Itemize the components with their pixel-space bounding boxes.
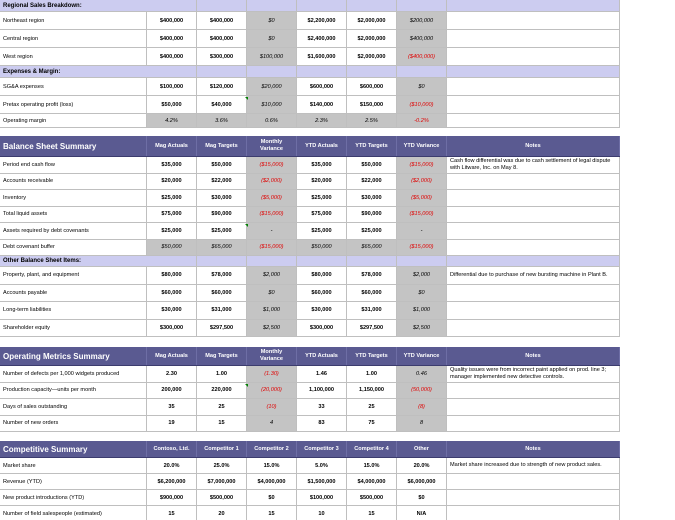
- operating-title[interactable]: Operating Metrics Summary: [0, 347, 147, 365]
- value-cell[interactable]: $60,000: [147, 285, 197, 302]
- variance-cell[interactable]: ($15,000): [397, 157, 447, 173]
- value-cell[interactable]: 35: [147, 399, 197, 415]
- value-cell[interactable]: 2.30: [147, 366, 197, 382]
- row-label[interactable]: SG&A expenses: [0, 78, 147, 95]
- notes-cell[interactable]: [447, 399, 620, 415]
- balance-row: [0, 174, 620, 191]
- expenses-row: [0, 96, 620, 114]
- value-cell[interactable]: $400,000: [197, 30, 247, 47]
- value-cell[interactable]: $25,000: [147, 190, 197, 206]
- value-cell[interactable]: $60,000: [197, 285, 247, 302]
- expenses-section-title[interactable]: Expenses & Margin:: [3, 68, 61, 75]
- value-cell[interactable]: $50,000: [147, 240, 197, 256]
- row-label[interactable]: Revenue (YTD): [0, 474, 147, 489]
- column-header[interactable]: Competitor 3: [297, 441, 347, 457]
- value-cell[interactable]: $2,000,000: [347, 12, 397, 29]
- value-cell[interactable]: 25.0%: [197, 458, 247, 473]
- variance-cell[interactable]: ($2,000): [397, 174, 447, 190]
- notes-cell[interactable]: [447, 207, 620, 223]
- column-header[interactable]: Competitor 2: [247, 441, 297, 457]
- empty-cell[interactable]: [447, 66, 620, 77]
- value-cell[interactable]: $297,500: [347, 320, 397, 337]
- value-cell[interactable]: $25,000: [297, 190, 347, 206]
- value-cell[interactable]: $65,000: [197, 240, 247, 256]
- value-cell[interactable]: $78,000: [197, 267, 247, 284]
- value-cell[interactable]: 33: [297, 399, 347, 415]
- column-header[interactable]: YTD Variance: [397, 136, 447, 156]
- value-cell[interactable]: 4.2%: [147, 114, 197, 127]
- competitive-row: [0, 490, 620, 506]
- other_balance-row: [0, 285, 620, 303]
- variance-cell[interactable]: 0.6%: [247, 114, 297, 127]
- comment-indicator: [245, 224, 248, 227]
- column-header[interactable]: Monthly Variance: [247, 136, 297, 156]
- value-cell[interactable]: $120,000: [197, 78, 247, 95]
- value-cell[interactable]: $80,000: [147, 267, 197, 284]
- row-label[interactable]: Pretax operating profit (loss): [0, 96, 147, 113]
- variance-cell[interactable]: -: [247, 223, 297, 239]
- value-cell[interactable]: $1,500,000: [297, 474, 347, 489]
- value-cell[interactable]: $90,000: [197, 207, 247, 223]
- value-cell[interactable]: $400,000: [147, 12, 197, 29]
- other_balance-row: [0, 267, 620, 285]
- column-header[interactable]: Monthly Variance: [247, 347, 297, 365]
- value-cell[interactable]: 15: [147, 506, 197, 520]
- notes-cell[interactable]: [447, 285, 620, 302]
- value-cell[interactable]: $2,000,000: [347, 48, 397, 65]
- value-cell[interactable]: $500,000: [347, 490, 397, 505]
- value-cell[interactable]: $35,000: [297, 157, 347, 173]
- variance-cell[interactable]: ($5,000): [397, 190, 447, 206]
- value-cell[interactable]: $150,000: [347, 96, 397, 113]
- variance-cell[interactable]: (20,000): [247, 383, 297, 399]
- value-cell[interactable]: 25: [347, 399, 397, 415]
- row-label[interactable]: Production capacity—units per month: [0, 383, 147, 399]
- comment-indicator: [245, 97, 248, 100]
- competitive-row: [0, 506, 620, 520]
- regional-section-title[interactable]: Regional Sales Breakdown:: [3, 2, 82, 9]
- variance-cell[interactable]: $1,000: [247, 302, 297, 319]
- variance-cell[interactable]: -: [397, 223, 447, 239]
- notes-cell[interactable]: [447, 506, 620, 520]
- other_balance-row: [0, 302, 620, 320]
- operating-row: [0, 366, 620, 383]
- variance-cell[interactable]: (50,000): [397, 383, 447, 399]
- notes-cell[interactable]: [447, 30, 620, 47]
- value-cell[interactable]: $50,000: [347, 157, 397, 173]
- variance-cell[interactable]: $10,000: [247, 96, 297, 113]
- empty-cell[interactable]: [147, 256, 197, 266]
- row-label[interactable]: West region: [0, 48, 147, 65]
- value-cell[interactable]: $80,000: [297, 267, 347, 284]
- notes-cell[interactable]: Quality issues were from incorrect paint applied on prod. line 3; manager implemented new detective controls.: [447, 366, 620, 382]
- value-cell[interactable]: 15: [347, 506, 397, 520]
- competitive-title[interactable]: Competitive Summary: [0, 441, 147, 457]
- value-cell[interactable]: $600,000: [297, 78, 347, 95]
- variance-cell[interactable]: (10): [247, 399, 297, 415]
- value-cell[interactable]: $4,000,000: [347, 474, 397, 489]
- variance-cell[interactable]: 0.46: [397, 366, 447, 382]
- regional-row: [0, 48, 620, 66]
- value-cell[interactable]: $35,000: [147, 157, 197, 173]
- value-cell[interactable]: 15.0%: [347, 458, 397, 473]
- value-cell[interactable]: $100,000: [297, 490, 347, 505]
- value-cell[interactable]: $50,000: [197, 157, 247, 173]
- value-cell[interactable]: $2,000,000: [347, 30, 397, 47]
- value-cell[interactable]: $75,000: [147, 207, 197, 223]
- value-cell[interactable]: $400,000: [147, 30, 197, 47]
- value-cell[interactable]: N/A: [397, 506, 447, 520]
- balance-row: [0, 240, 620, 257]
- row-label[interactable]: Number of field salespeople (estimated): [0, 506, 147, 520]
- variance-cell[interactable]: $2,500: [247, 320, 297, 337]
- notes-cell[interactable]: [447, 174, 620, 190]
- notes-cell[interactable]: [447, 383, 620, 399]
- value-cell[interactable]: $22,000: [347, 174, 397, 190]
- value-cell[interactable]: 15.0%: [247, 458, 297, 473]
- other-balance-section: [0, 256, 620, 267]
- notes-cell[interactable]: Differential due to purchase of new bursting machine in Plant B.: [447, 267, 620, 284]
- variance-cell[interactable]: $200,000: [397, 12, 447, 29]
- other-balance-section-title[interactable]: Other Balance Sheet Items:: [3, 258, 82, 264]
- value-cell[interactable]: $90,000: [347, 207, 397, 223]
- value-cell[interactable]: $600,000: [347, 78, 397, 95]
- empty-cell[interactable]: [397, 66, 447, 77]
- empty-cell[interactable]: [297, 256, 347, 266]
- column-header[interactable]: Competitor 1: [197, 441, 247, 457]
- value-cell[interactable]: $7,000,000: [197, 474, 247, 489]
- row-label[interactable]: Shareholder equity: [0, 320, 147, 337]
- expenses-section: [0, 66, 620, 78]
- empty-cell[interactable]: [297, 66, 347, 77]
- empty-cell[interactable]: [147, 66, 197, 77]
- column-header[interactable]: Other: [397, 441, 447, 457]
- value-cell[interactable]: $31,000: [197, 302, 247, 319]
- value-cell[interactable]: $400,000: [197, 12, 247, 29]
- row-label[interactable]: Debt covenant buffer: [0, 240, 147, 256]
- other_balance-row: [0, 320, 620, 338]
- variance-cell[interactable]: $0: [247, 12, 297, 29]
- variance-cell[interactable]: ($15,000): [397, 240, 447, 256]
- value-cell[interactable]: $25,000: [297, 223, 347, 239]
- notes-cell[interactable]: [447, 416, 620, 432]
- value-cell[interactable]: $60,000: [347, 285, 397, 302]
- value-cell[interactable]: $25,000: [147, 223, 197, 239]
- variance-cell[interactable]: $400,000: [397, 30, 447, 47]
- variance-cell[interactable]: 8: [397, 416, 447, 432]
- notes-cell[interactable]: [447, 302, 620, 319]
- column-header[interactable]: YTD Actuals: [297, 347, 347, 365]
- variance-cell[interactable]: (8): [397, 399, 447, 415]
- variance-cell[interactable]: $0: [247, 30, 297, 47]
- notes-cell[interactable]: [447, 490, 620, 505]
- row-label[interactable]: Property, plant, and equipment: [0, 267, 147, 284]
- competitive-row: [0, 458, 620, 474]
- value-cell[interactable]: $50,000: [297, 240, 347, 256]
- value-cell[interactable]: $100,000: [147, 78, 197, 95]
- variance-cell[interactable]: $0: [397, 78, 447, 95]
- variance-cell[interactable]: $2,000: [397, 267, 447, 284]
- row-label[interactable]: Accounts receivable: [0, 174, 147, 190]
- variance-cell[interactable]: $20,000: [247, 78, 297, 95]
- empty-cell[interactable]: [347, 256, 397, 266]
- value-cell[interactable]: 10: [297, 506, 347, 520]
- variance-cell[interactable]: 4: [247, 416, 297, 432]
- value-cell[interactable]: $50,000: [147, 96, 197, 113]
- value-cell[interactable]: 20.0%: [147, 458, 197, 473]
- value-cell[interactable]: $2,400,000: [297, 30, 347, 47]
- value-cell[interactable]: 2.5%: [347, 114, 397, 127]
- row-label[interactable]: Days of sales outstanding: [0, 399, 147, 415]
- notes-cell[interactable]: [447, 474, 620, 489]
- competitive-row: [0, 474, 620, 490]
- row-label[interactable]: New product introductions (YTD): [0, 490, 147, 505]
- value-cell[interactable]: $400,000: [147, 48, 197, 65]
- notes-cell[interactable]: [447, 190, 620, 206]
- value-cell[interactable]: 1.00: [347, 366, 397, 382]
- value-cell[interactable]: 5.0%: [297, 458, 347, 473]
- empty-cell[interactable]: [247, 256, 297, 266]
- variance-cell[interactable]: ($400,000): [397, 48, 447, 65]
- comment-indicator: [245, 384, 248, 387]
- value-cell[interactable]: $0: [397, 490, 447, 505]
- competitive-header: [0, 441, 620, 458]
- value-cell[interactable]: $30,000: [147, 302, 197, 319]
- row-label[interactable]: Total liquid assets: [0, 207, 147, 223]
- value-cell[interactable]: $900,000: [147, 490, 197, 505]
- column-header[interactable]: YTD Targets: [347, 347, 397, 365]
- value-cell[interactable]: $78,000: [347, 267, 397, 284]
- variance-cell[interactable]: ($5,000): [247, 190, 297, 206]
- regional-section: [0, 0, 620, 12]
- column-header[interactable]: YTD Actuals: [297, 136, 347, 156]
- variance-cell[interactable]: $0: [397, 285, 447, 302]
- value-cell[interactable]: $30,000: [347, 190, 397, 206]
- notes-cell[interactable]: [447, 96, 620, 113]
- value-cell[interactable]: 3.6%: [197, 114, 247, 127]
- variance-cell[interactable]: $0: [247, 285, 297, 302]
- variance-cell[interactable]: $100,000: [247, 48, 297, 65]
- notes-cell[interactable]: [447, 48, 620, 65]
- empty-cell[interactable]: [247, 66, 297, 77]
- expenses-row: [0, 78, 620, 96]
- value-cell[interactable]: $20,000: [297, 174, 347, 190]
- variance-cell[interactable]: $1,000: [397, 302, 447, 319]
- empty-cell[interactable]: [247, 0, 297, 11]
- row-label[interactable]: Number of defects per 1,000 widgets produced: [0, 366, 147, 382]
- value-cell[interactable]: $6,000,000: [397, 474, 447, 489]
- value-cell[interactable]: $1,600,000: [297, 48, 347, 65]
- expenses-row: [0, 114, 620, 128]
- notes-cell[interactable]: Cash flow differential was due to cash settlement of legal dispute with Litware, Inc. on May 8.: [447, 157, 620, 173]
- value-cell[interactable]: $65,000: [347, 240, 397, 256]
- notes-cell[interactable]: [447, 114, 620, 127]
- variance-cell[interactable]: $2,000: [247, 267, 297, 284]
- row-label[interactable]: Assets required by debt covenants: [0, 223, 147, 239]
- balance-row: [0, 190, 620, 207]
- row-label[interactable]: Period end cash flow: [0, 157, 147, 173]
- empty-cell[interactable]: [297, 0, 347, 11]
- variance-cell[interactable]: (1.30): [247, 366, 297, 382]
- column-header[interactable]: Contoso, Ltd.: [147, 441, 197, 457]
- operating-row: [0, 416, 620, 433]
- balance-title[interactable]: Balance Sheet Summary: [0, 136, 147, 156]
- regional-row: [0, 30, 620, 48]
- operating-row: [0, 383, 620, 400]
- value-cell[interactable]: $60,000: [297, 285, 347, 302]
- empty-cell[interactable]: [397, 0, 447, 11]
- value-cell[interactable]: 1.00: [197, 366, 247, 382]
- empty-cell[interactable]: [147, 0, 197, 11]
- row-label[interactable]: Number of new orders: [0, 416, 147, 432]
- variance-cell[interactable]: ($10,000): [397, 96, 447, 113]
- column-header[interactable]: Notes: [447, 136, 620, 156]
- value-cell[interactable]: $6,200,000: [147, 474, 197, 489]
- row-label[interactable]: Northeast region: [0, 12, 147, 29]
- variance-cell[interactable]: -0.2%: [397, 114, 447, 127]
- empty-cell[interactable]: [347, 0, 397, 11]
- regional-row: [0, 12, 620, 30]
- value-cell[interactable]: $75,000: [297, 207, 347, 223]
- balance-header: [0, 136, 620, 157]
- value-cell[interactable]: $140,000: [297, 96, 347, 113]
- column-header[interactable]: Mag Actuals: [147, 136, 197, 156]
- value-cell[interactable]: 75: [347, 416, 397, 432]
- empty-cell[interactable]: [197, 256, 247, 266]
- notes-cell[interactable]: [447, 320, 620, 337]
- value-cell[interactable]: 83: [297, 416, 347, 432]
- row-label[interactable]: Central region: [0, 30, 147, 47]
- row-label[interactable]: Inventory: [0, 190, 147, 206]
- column-header[interactable]: Mag Actuals: [147, 347, 197, 365]
- value-cell[interactable]: $300,000: [197, 48, 247, 65]
- empty-cell[interactable]: [447, 256, 620, 266]
- balance-row: [0, 207, 620, 224]
- value-cell[interactable]: $0: [247, 490, 297, 505]
- empty-cell[interactable]: [347, 66, 397, 77]
- column-header[interactable]: YTD Variance: [397, 347, 447, 365]
- row-label[interactable]: Operating margin: [0, 114, 147, 127]
- value-cell[interactable]: 25: [197, 399, 247, 415]
- value-cell[interactable]: 1,150,000: [347, 383, 397, 399]
- value-cell[interactable]: $22,000: [197, 174, 247, 190]
- variance-cell[interactable]: ($2,000): [247, 174, 297, 190]
- value-cell[interactable]: 1.46: [297, 366, 347, 382]
- column-header[interactable]: Mag Targets: [197, 136, 247, 156]
- column-header[interactable]: Notes: [447, 347, 620, 365]
- value-cell[interactable]: 1,100,000: [297, 383, 347, 399]
- value-cell[interactable]: 19: [147, 416, 197, 432]
- empty-cell[interactable]: [197, 0, 247, 11]
- variance-cell[interactable]: $2,500: [397, 320, 447, 337]
- value-cell[interactable]: $40,000: [197, 96, 247, 113]
- variance-cell[interactable]: ($15,000): [247, 240, 297, 256]
- notes-cell[interactable]: [447, 12, 620, 29]
- value-cell[interactable]: 15: [197, 416, 247, 432]
- value-cell[interactable]: $297,500: [197, 320, 247, 337]
- empty-cell[interactable]: [197, 66, 247, 77]
- variance-cell[interactable]: ($15,000): [247, 157, 297, 173]
- value-cell[interactable]: 2.3%: [297, 114, 347, 127]
- balance-row: [0, 223, 620, 240]
- value-cell[interactable]: $2,200,000: [297, 12, 347, 29]
- empty-cell[interactable]: [447, 0, 620, 11]
- notes-cell[interactable]: [447, 223, 620, 239]
- variance-cell[interactable]: ($15,000): [397, 207, 447, 223]
- row-label[interactable]: Accounts payable: [0, 285, 147, 302]
- row-label[interactable]: Market share: [0, 458, 147, 473]
- operating-header: [0, 347, 620, 366]
- column-header[interactable]: YTD Targets: [347, 136, 397, 156]
- value-cell[interactable]: $20,000: [147, 174, 197, 190]
- notes-cell[interactable]: [447, 240, 620, 256]
- balance-row: [0, 157, 620, 174]
- value-cell[interactable]: $25,000: [347, 223, 397, 239]
- value-cell[interactable]: 20.0%: [397, 458, 447, 473]
- value-cell[interactable]: $300,000: [297, 320, 347, 337]
- value-cell[interactable]: $30,000: [297, 302, 347, 319]
- row-label[interactable]: Long-term liabilities: [0, 302, 147, 319]
- value-cell[interactable]: $500,000: [197, 490, 247, 505]
- value-cell[interactable]: $30,000: [197, 190, 247, 206]
- value-cell[interactable]: 20: [197, 506, 247, 520]
- value-cell[interactable]: 200,000: [147, 383, 197, 399]
- value-cell[interactable]: $31,000: [347, 302, 397, 319]
- value-cell[interactable]: 220,000: [197, 383, 247, 399]
- value-cell[interactable]: $4,000,000: [247, 474, 297, 489]
- value-cell[interactable]: 15: [247, 506, 297, 520]
- column-header[interactable]: Notes: [447, 441, 620, 457]
- notes-cell[interactable]: Market share increased due to strength of new product sales.: [447, 458, 620, 473]
- column-header[interactable]: Competitor 4: [347, 441, 397, 457]
- operating-row: [0, 399, 620, 416]
- variance-cell[interactable]: ($15,000): [247, 207, 297, 223]
- column-header[interactable]: Mag Targets: [197, 347, 247, 365]
- value-cell[interactable]: $300,000: [147, 320, 197, 337]
- empty-cell[interactable]: [397, 256, 447, 266]
- notes-cell[interactable]: [447, 78, 620, 95]
- value-cell[interactable]: $25,000: [197, 223, 247, 239]
